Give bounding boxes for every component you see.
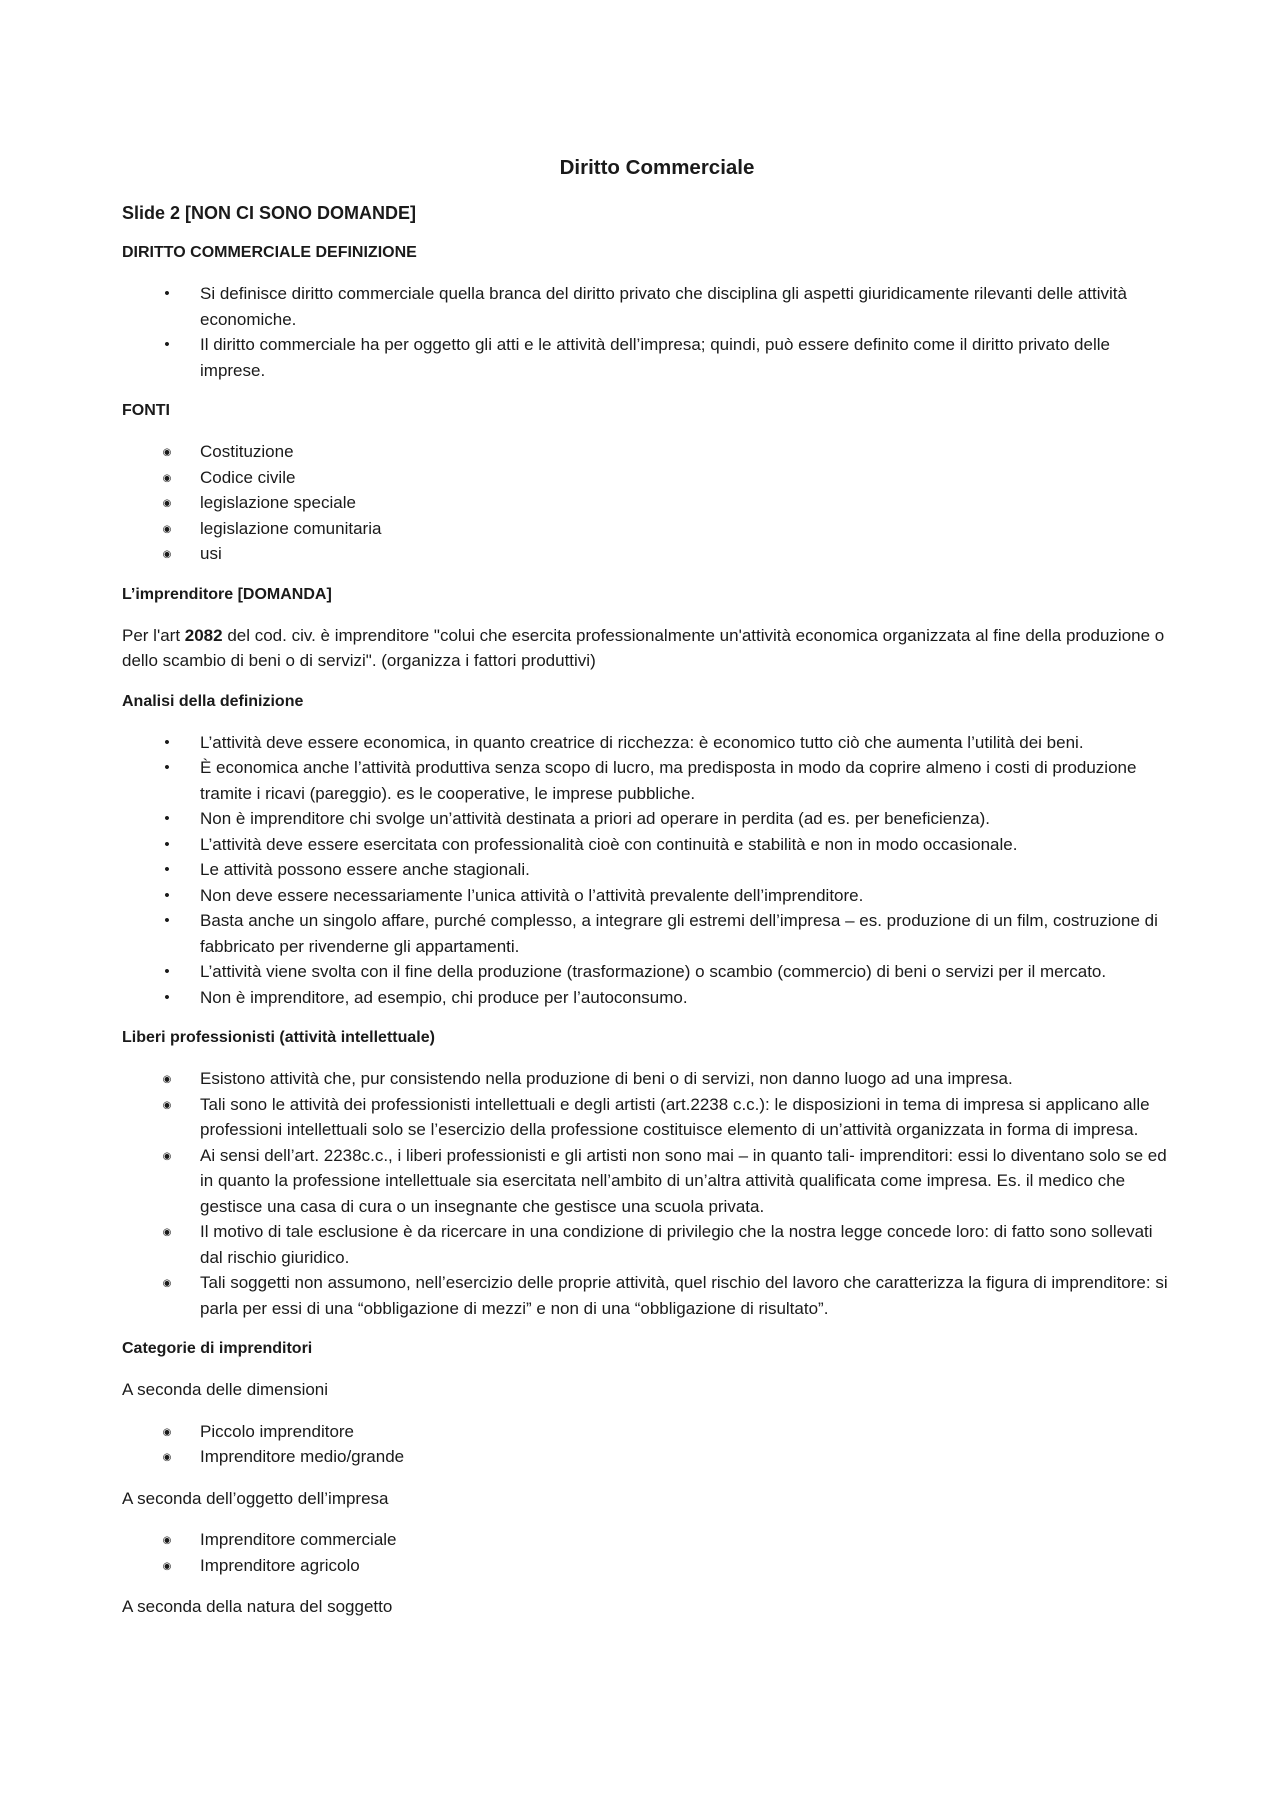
- bullet-dot-icon: •: [164, 759, 170, 776]
- bullet-dot-icon: •: [164, 733, 170, 751]
- list-item: ◉ Ai sensi dell’art. 2238c.c., i liberi professionisti e gli artisti non sono mai – in quanto tali- imprenditori: essi lo diventano solo se ed in quanto la professione intellettuale sia esercitata nell’ambito di un’altra attività qualificata come impresa. Es. il medico che gestisce una casa di cura o un insegnante che gestisce una scuola privata.: [122, 1143, 1172, 1220]
- bullet-circle-icon: ◉: [162, 1452, 172, 1463]
- section-heading-definizione: DIRITTO COMMERCIALE DEFINIZIONE: [122, 244, 417, 261]
- bullet-dot-icon: •: [164, 285, 170, 302]
- list-item: ◉ Tali sono le attività dei professionisti intellettuali e degli artisti (art.2238 c.c.): le disposizioni in tema di impresa si applicano alle professioni intellettuali solo se l’esercizio della professione costituisce elemento di un’attività organizzata in forma di impresa.: [122, 1092, 1172, 1143]
- slide-heading: Slide 2 [NON CI SONO DOMANDE]: [122, 203, 417, 223]
- bullet-circle-icon: ◉: [162, 1227, 172, 1238]
- bullet-circle-icon: ◉: [162, 1150, 172, 1162]
- fonti-list: [122, 439, 1172, 567]
- categorie-oggetto-label: A seconda dell’oggetto dell’impresa: [122, 1488, 389, 1508]
- bullet-circle-icon: ◉: [162, 549, 172, 560]
- bullet-circle-icon: ◉: [162, 498, 172, 509]
- document-title: Diritto Commerciale: [559, 156, 755, 179]
- categorie-dimensioni-label: A seconda delle dimensioni: [122, 1380, 329, 1399]
- list-item: ◉ legislazione speciale: [122, 490, 1172, 516]
- bullet-dot-icon: •: [164, 835, 170, 853]
- section-heading-liberi: Liberi professionisti (attività intellettuale): [122, 1029, 435, 1046]
- document-body: [122, 153, 1172, 1636]
- bullet-dot-icon: •: [164, 861, 170, 878]
- list-item: • Basta anche un singolo affare, purché complesso, a integrare gli estremi dell’impresa – es. produzione di un film, costruzione di fabbricato per rivenderne gli appartamenti.: [122, 908, 1172, 959]
- list-item: ◉ usi: [122, 541, 1172, 567]
- bullet-circle-icon: ◉: [162, 1535, 172, 1546]
- list-item: ◉ Tali soggetti non assumono, nell’esercizio delle proprie attività, quel rischio del lavoro che caratterizza la figura di imprenditore: si parla per essi di una “obbligazione di mezzi” e non di una “obbligazione di risultato”.: [122, 1270, 1172, 1321]
- section-heading-analisi: Analisi della definizione: [122, 692, 304, 710]
- section-heading-categorie: Categorie di imprenditori: [122, 1340, 313, 1357]
- list-item: • L’attività deve essere economica, in quanto creatrice di ricchezza: è economico tutto ciò che aumenta l’utilità dei beni.: [122, 730, 1172, 756]
- list-item: ◉ Imprenditore medio/grande: [122, 1444, 1172, 1470]
- oggetto-list: [122, 1527, 1172, 1578]
- section-heading-fonti: FONTI: [122, 402, 170, 419]
- list-item: ◉ Imprenditore agricolo: [122, 1553, 1172, 1579]
- bullet-circle-icon: ◉: [162, 472, 172, 484]
- list-item: ◉ Il motivo di tale esclusione è da ricercare in una condizione di privilegio che la nostra legge concede loro: di fatto sono sollevati dal rischio giuridico.: [122, 1219, 1172, 1270]
- list-item: ◉ Esistono attività che, pur consistendo nella produzione di beni o di servizi, non danno luogo ad una impresa.: [122, 1066, 1172, 1092]
- bullet-dot-icon: •: [164, 988, 170, 1006]
- bullet-dot-icon: •: [164, 912, 170, 929]
- bullet-circle-icon: ◉: [162, 1278, 172, 1289]
- bullet-dot-icon: •: [164, 336, 170, 353]
- list-item: • Non è imprenditore, ad esempio, chi produce per l’autoconsumo.: [122, 985, 1172, 1011]
- list-item: ◉ legislazione comunitaria: [122, 516, 1172, 542]
- bullet-circle-icon: ◉: [162, 1099, 172, 1111]
- list-item: • È economica anche l’attività produttiva senza scopo di lucro, ma predisposta in modo da coprire almeno i costi di produzione tramite i ricavi (pareggio). es le cooperative, le imprese pubbliche.: [122, 755, 1172, 806]
- bullet-dot-icon: •: [164, 886, 170, 904]
- analisi-list: [122, 730, 1172, 1011]
- categorie-natura-label: A seconda della natura del soggetto: [122, 1597, 393, 1616]
- definizione-list: [122, 281, 1172, 383]
- bullet-dot-icon: •: [164, 963, 170, 980]
- list-item: • Il diritto commerciale ha per oggetto gli atti e le attività dell’impresa; quindi, può essere definito come il diritto privato delle imprese.: [122, 332, 1172, 383]
- list-item: • L’attività deve essere esercitata con professionalità cioè con continuità e stabilità e non in modo occasionale.: [122, 832, 1172, 858]
- list-item: ◉ Costituzione: [122, 439, 1172, 465]
- bullet-circle-icon: ◉: [162, 523, 172, 535]
- dimensioni-list: [122, 1419, 1172, 1470]
- section-heading-imprenditore: L’imprenditore [DOMANDA]: [122, 585, 332, 603]
- list-item: ◉ Piccolo imprenditore: [122, 1419, 1172, 1445]
- list-item: • Le attività possono essere anche stagionali.: [122, 857, 1172, 883]
- bullet-circle-icon: ◉: [162, 1074, 172, 1085]
- list-item: • Non deve essere necessariamente l’unica attività o l’attività prevalente dell’imprenditore.: [122, 883, 1172, 909]
- bullet-circle-icon: ◉: [162, 1426, 172, 1438]
- liberi-list: [122, 1066, 1172, 1321]
- article-number: 2082: [184, 625, 223, 645]
- list-item: • Non è imprenditore chi svolge un’attività destinata a priori ad operare in perdita (ad es. per beneficienza).: [122, 806, 1172, 832]
- imprenditore-definition: Per l'art 2082 del cod. civ. è imprenditore "colui che esercita professionalmente un'attività economica organizzata al fine della produzione o dello scambio di beni o di servizi". (organizza i fattori produttivi): [122, 625, 1165, 670]
- list-item: ◉ Codice civile: [122, 465, 1172, 491]
- bullet-circle-icon: ◉: [162, 1560, 172, 1572]
- list-item: ◉ Imprenditore commerciale: [122, 1527, 1172, 1553]
- bullet-dot-icon: •: [164, 810, 170, 827]
- list-item: • L’attività viene svolta con il fine della produzione (trasformazione) o scambio (commercio) di beni o servizi per il mercato.: [122, 959, 1172, 985]
- bullet-circle-icon: ◉: [162, 447, 172, 458]
- list-item: • Si definisce diritto commerciale quella branca del diritto privato che disciplina gli aspetti giuridicamente rilevanti delle attività economiche.: [122, 281, 1172, 332]
